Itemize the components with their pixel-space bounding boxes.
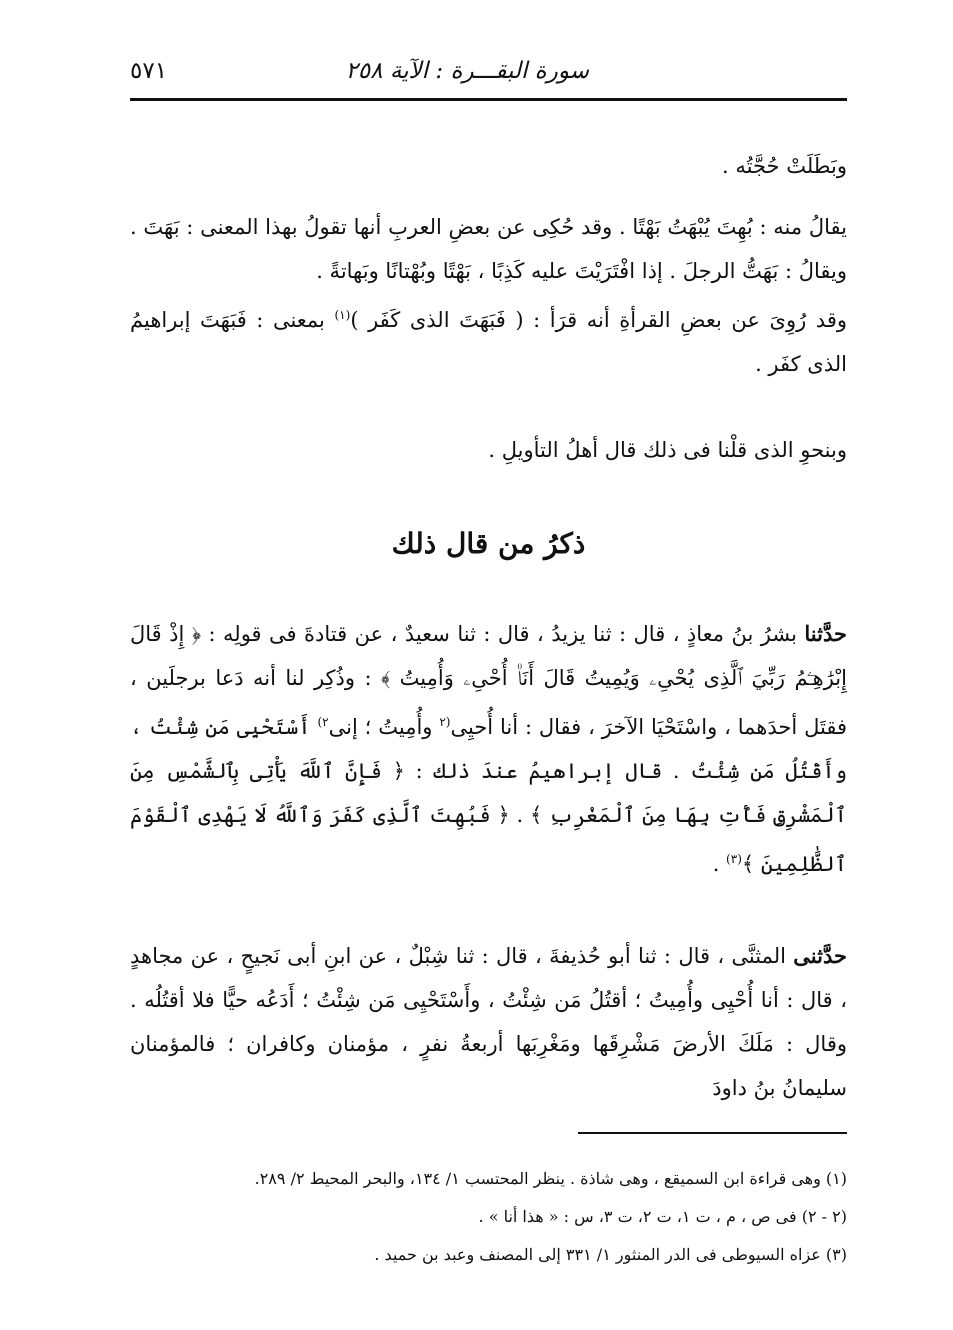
paragraph-3-after: بمعنى : فَبَهَتَ إبراهيمُ الذى كفَر . xyxy=(130,308,847,376)
running-title: سورة البقـــرة : الآية ٢٥٨ xyxy=(345,58,589,84)
paragraph-5 xyxy=(130,612,847,886)
footnote-2: (٢ - ٢) فى ص ، م ، ت ١، ت ٢، ت ٣، س : « هذا أنا » . xyxy=(478,1207,847,1226)
paragraph-3 xyxy=(130,293,847,386)
footnote-mark-1: (١) xyxy=(334,308,351,322)
paragraph-3-text xyxy=(130,293,847,386)
footnote-mark-3: (٣) xyxy=(726,852,742,866)
paragraph-1-text: وبَطَلَتْ حُجَّتُه . xyxy=(722,154,847,178)
paragraph-2 xyxy=(130,205,847,293)
footnotes xyxy=(130,1160,847,1274)
footnote-rule xyxy=(578,1132,847,1134)
paragraph-4-text: وبنحوِ الذى قلْنا فى ذلك قال أهلُ التأويلِ . xyxy=(488,438,847,462)
paragraph-5-text3: أَسْتَحْيِى مَن شِئْتُ ، وأَقْتُلُ مَن شِئْتُ . قال إبراهيمُ عندَ ذلك : ﴿ فَإِنَّ ٱللَّهَ يَأْتِى بِٱلشَّمْسِ مِنَ ٱلْمَشْرِقِ فَأْتِ بِهَا مِنَ ٱلْمَغْرِبِ ﴾ . ﴿ فَبُهِتَ ٱلَّذِى كَفَرَ وَٱللَّهُ لَا يَهْدِى ٱلْقَوْمَ ٱلظَّٰلِمِينَ ﴾ xyxy=(130,715,847,876)
paragraph-5-text2: وأُمِيتُ ؛ إنى xyxy=(328,715,440,739)
footnote-mark-2-close: ٢) xyxy=(317,715,329,729)
page-number: ٥٧١ xyxy=(130,58,168,84)
paragraph-5-text1: بشرُ بنُ معاذٍ ، قال : ثنا يزيدُ ، قال : ثنا سعيدٌ ، عن قتادةَ فى قولِه : ﴿ إِذْ قَالَ إِبْرَٰهِـۧمُ رَبِّيَ ٱلَّذِى يُحْىِۦ وَيُمِيتُ قَالَ أَنَا۠ أُحْىِۦ وَأُمِيتُ ﴾ : وذُكِر لنا أنه دَعا برجلَين ، فقتَل أحدَهما ، واسْتَحْيَا الآخرَ ، فقال : أنا أُحيِى xyxy=(130,622,847,739)
paragraph-6-body: المثنَّى ، قال : ثنا أبو حُذيفةَ ، قال : ثنا شِبْلٌ ، عن ابنِ أبى نَجيحٍ ، عن مجاهدٍ ، قال : أنا أُحْيِى وأُمِيتُ ؛ أقتُلُ مَن شِئْتُ ، وأَسْتَحْيِى مَن شِئْتُ ؛ أَدَعُه حيًّا فلا أقتُلُه . وقال : مَلَكَ الأرضَ مَشْرِقَها ومَغْرِبَها أربعةُ نفرٍ ، مؤمنان وكافران ؛ فالمؤمنان سليمانُ بنُ داودَ xyxy=(130,944,847,1100)
paragraph-6-text xyxy=(130,934,847,1110)
paragraph-5-end: . xyxy=(712,852,727,876)
paragraph-1 xyxy=(130,144,847,188)
paragraph-5-text xyxy=(130,612,847,886)
paragraph-6-lead: حدَّثنى xyxy=(793,943,847,968)
paragraph-2-text: يقالُ منه : بُهِتَ يُبْهَتُ بَهْتًا . وقد حُكِى عن بعضِ العربِ أنها تقولُ بهذا المعنى : بَهَتَ . ويقالُ : بَهَتُّ الرجلَ . إذا افْتَرَيْتَ عليه كَذِبًا ، بَهْتًا وبُهْتانًا وبَهاتةً . xyxy=(130,215,847,283)
paragraph-5-lead: حدَّثنا xyxy=(804,621,847,646)
paragraph-4 xyxy=(130,428,847,472)
footnote-1: (١) وهى قراءة ابن السميقع ، وهى شاذة . ينظر المحتسب ١/ ١٣٤، والبحر المحيط ٢/ ٢٨٩. xyxy=(254,1169,847,1188)
paragraph-3-before: وقد رُوِىَ عن بعضِ القرأةِ أنه قرَأ : ( فَبَهَتَ الذى كَفَر ) xyxy=(350,308,847,332)
section-heading: ذكرُ من قال ذلك xyxy=(391,527,586,560)
footnote-mark-2-open: (٢ xyxy=(439,715,451,729)
header-rule xyxy=(130,98,847,101)
running-header xyxy=(130,56,847,94)
paragraph-6 xyxy=(130,934,847,1110)
footnote-3: (٣) عزاه السيوطى فى الدر المنثور ١/ ٣٣١ إلى المصنف وعبد بن حميد . xyxy=(374,1245,847,1264)
